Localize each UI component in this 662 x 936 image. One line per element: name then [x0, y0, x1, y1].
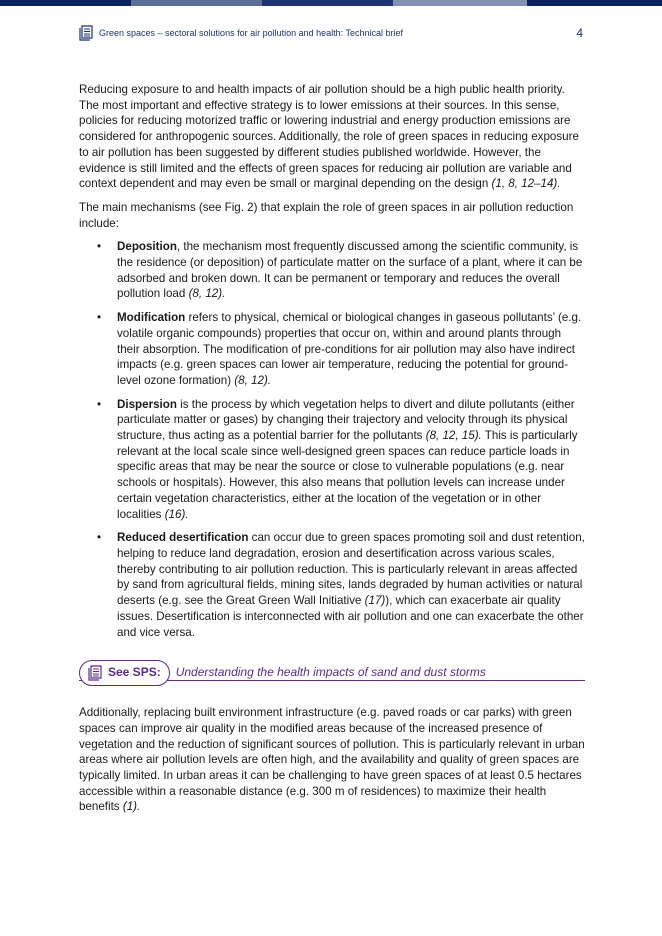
paragraph: [79, 82, 585, 192]
term: Dispersion: [117, 397, 177, 411]
see-sps-label: See SPS:: [108, 665, 161, 680]
page-number: 4: [576, 26, 583, 40]
see-sps-callout: [79, 654, 585, 681]
mechanism-list: [79, 239, 585, 640]
citation: (1).: [122, 800, 141, 814]
paragraph: The main mechanisms (see Fig. 2) that explain the role of green spaces in air pollution reduction include:: [79, 200, 574, 230]
list-item: [117, 397, 585, 523]
running-header: [79, 24, 583, 42]
paragraph: [79, 705, 585, 815]
list-item: [117, 310, 585, 389]
item-text: This is particularly relevant at the local scale since well-designed green spaces can reduce particle loads in specific areas that may be near the source or close to vulnerable populations (e.g. near schools or hospitals). However, this also means that pollution levels can increase under certain vegetation characteristics, either at the location of the vegetation or in other localities: [117, 429, 578, 521]
item-text: refers to physical, chemical or biological changes in gaseous pollutants’ (e.g. volatile organic compounds) properties that occur on, within and around plants through their absorption. The modification of pre-conditions for air pollution may also have indirect impacts (e.g. green spaces can lower air temperature, reducing the potential for ground-level ozone formation): [117, 311, 582, 387]
item-text: , the mechanism most frequently discussed among the scientific community, is the residence (or deposition) of particulate matter on the surface of a plant, where it can be adsorbed and broken down. It can be permanent or temporary and reduces the overall pollution load: [117, 240, 583, 301]
citation: (17): [364, 594, 386, 608]
top-bar-segment: [527, 0, 662, 6]
term: Modification: [117, 311, 186, 325]
citation: (16).: [164, 507, 189, 521]
item-text: is the process by which vegetation helps to divert and dilute pollutants (either particulate matter or gases) by changing their trajectory and velocity through its physical structure, thus acting as a potential barrier for the pollutants: [117, 397, 575, 443]
citation: (8, 12).: [188, 287, 226, 301]
citation: (1, 8, 12–14).: [491, 177, 561, 191]
document-icon: [88, 665, 102, 681]
term: Reduced desertification: [117, 531, 249, 545]
header-title: Green spaces – sectoral solutions for air pollution and health: Technical brief: [99, 28, 404, 38]
top-bar-segment: [131, 0, 262, 6]
list-item: [117, 239, 585, 302]
document-icon: [79, 25, 93, 41]
list-item: [117, 530, 585, 640]
top-bar-segment: [0, 0, 131, 6]
term: Deposition: [117, 240, 177, 254]
sps-link[interactable]: Understanding the health impacts of sand and dust storms: [175, 665, 486, 680]
citation: (8, 12, 15).: [425, 429, 482, 443]
item-text: can occur due to green spaces promoting soil and dust retention, helping to reduce land degradation, erosion and desertification across various scales, thereby contributing to air pollution reduction. This is particularly relevant in areas affected by sand from agricultural fields, mining sites, lands degraded by human activities or natural deserts (e.g. see the Great Green Wall Initiative: [117, 531, 585, 608]
body-text: [79, 82, 585, 823]
top-bar-segment: [262, 0, 393, 6]
top-bar-segment: [393, 0, 527, 6]
citation: (8, 12).: [234, 373, 272, 387]
paragraph-text: Reducing exposure to and health impacts of air pollution should be a high public health priority. The most important and effective strategy is to lower emissions at their sources. In this sense, policies for reducing motorized traffic or lowering industrial and energy production emissions are considered for anthropogenic sources. Additionally, the role of green spaces in reducing exposure to air pollution has been suggested by different studies published worldwide. However, the evidence is still limited and the effects of green spaces for reducing air pollution are variable and context dependent and may even be small or marginal depending on the design: [79, 83, 579, 191]
item-text: ), which can exacerbate air quality issues. Desertification is interconnected with air pollution and one can exacerbate the other and vice versa.: [117, 594, 584, 639]
paragraph-text: Additionally, replacing built environment infrastructure (e.g. paved roads or car parks) with green spaces can improve air quality in the modified areas because of the increased presence of vegetation and the reduction of significant sources of pollution. This is particularly relevant in urban areas where air pollution levels are often high, and the availability and quality of green spaces are typically limited. In urban areas it can be challenging to have green spaces of at least 0.5 hectares accessible within a reasonable distance (e.g. 300 m of residences) to maximize their health benefits: [79, 706, 585, 814]
see-sps-badge: [79, 660, 170, 686]
